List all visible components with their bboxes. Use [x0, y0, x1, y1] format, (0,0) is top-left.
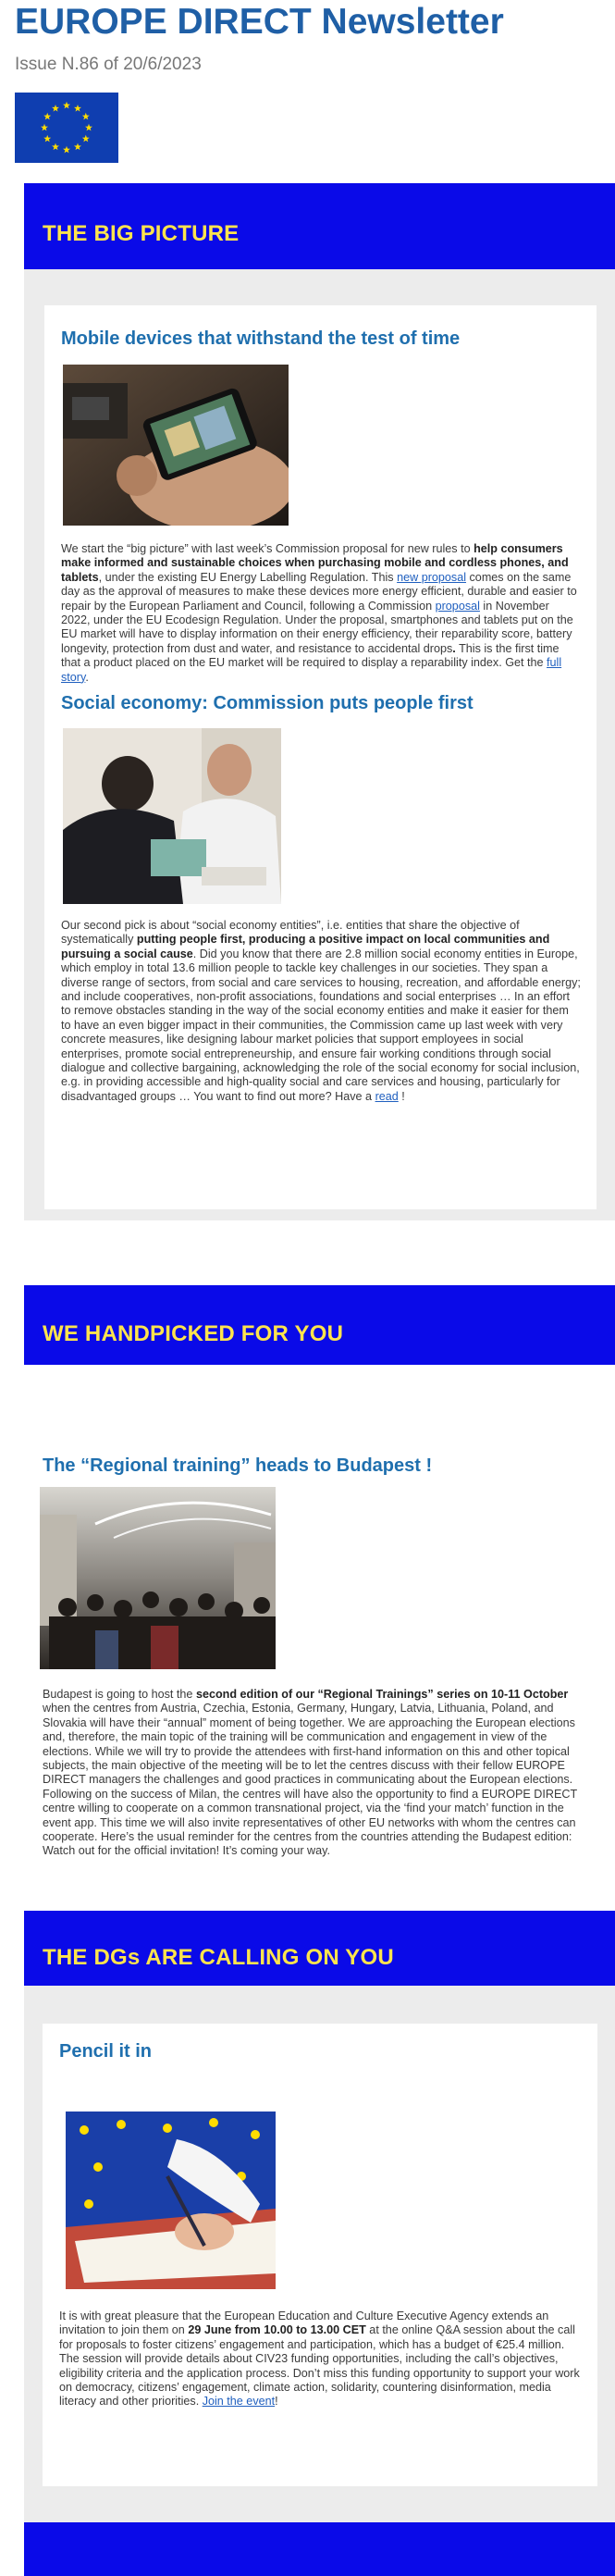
text-bold: 29 June from 10.00 to 13.00 CET [188, 2323, 366, 2337]
issue-date: Issue N.86 of 20/6/2023 [15, 55, 202, 74]
text-bold: second edition of our “Regional Trainings” series on 10-11 October [195, 1688, 569, 1701]
section-banner-next [24, 2522, 615, 2576]
text-span: when the centres from Austria, Czechia, Estonia, Germany, Hungary, Latvia, Lithuania, Poland, and Slovakia will have their “annual” moment of being together. We are approaching the European elections and, therefore, the main topic of the training will be communication and engagement in view of the elections. While we will try to provide the attendees with first-hand information on this and other topical subjects, the main objective of the meeting will be to let the centres discuss with their fellow EUROPE DIRECT managers the challenges and good practices in communicating about the European elections. Following on the success of Milan, the centres will have also the opportunity to find a EUROPE DIRECT centre willing to cooperate on a common transnational project, via the ‘find your match’ function in the event app. This time we will also invite representatives of other EU networks with whom the centres can cooperate. Here’s the usual reminder for the centres from the countries attending the Budapest edition: Watch out for the official invitation! It’s coming your way. [43, 1702, 577, 1858]
article-body [61, 542, 581, 685]
text-bold: help consumers make informed and sustainable choices when purchasing mobile and cordless phones, and tablets [61, 542, 569, 584]
text-span: ! [398, 1089, 405, 1103]
article-photo-social-economy [63, 728, 281, 904]
text-span: It is with great pleasure that the European Education and Culture Executive Agency extends an invitation to join them on [59, 2310, 549, 2337]
text-bold: . [452, 641, 456, 655]
proposal-link[interactable]: proposal [435, 599, 480, 613]
article-title: Social economy: Commission puts people first [61, 693, 474, 713]
section-title: THE BIG PICTURE [43, 221, 240, 246]
article-photo-phone-filming [63, 365, 289, 526]
text-span: Our second pick is about “social economy entities”, i.e. entities that share the objective of systematically [61, 919, 520, 947]
text-span: . [85, 670, 89, 684]
article-body [43, 1688, 593, 1859]
section-title: WE HANDPICKED FOR YOU [43, 1321, 344, 1346]
eu-stars-icon [15, 93, 118, 163]
section-banner-big-picture [24, 183, 615, 269]
section-banner-dgs [24, 1911, 615, 1986]
article-card [44, 305, 597, 1209]
newsletter-title: EUROPE DIRECT Newsletter [15, 2, 504, 42]
text-span: . Did you know that there are 2.8 million social economy entities in Europe, which employ in total 13.6 million people to tackle key challenges in our societies. They span a diverse range of sectors, from social and care services to housing, recreation, and affordable energy; and include cooperatives, non-profit associations, foundations and social enterprises … In an effort to remove obstacles standing in the way of the social economy entities and make it easier for them to have an even bigger impact in their communities, the Commission came up last week with very concrete measures, like designing labour market policies that support employees in social enterprises, promote social entrepreneurship, and ensure fair working conditions through social dialogue and collective bargaining, acknowledging the role of the social economy for social inclusion, e.g. in providing accessible and high-quality social and care services and housing, particularly for disadvantaged groups … You want to find out more? Have a [61, 947, 581, 1103]
text-span: ! [275, 2395, 278, 2409]
section-banner-handpicked [24, 1285, 615, 1365]
text-span: in November 2022, under the EU Ecodesign Regulation. Under the proposal, smartphones and tablets put on the EU market will have to display information on their energy efficiency, their reparability score, battery longevity, protection from dust and water, and resistance to accidental drops [61, 599, 573, 655]
article-card [43, 2024, 597, 2486]
masthead [15, 0, 607, 76]
join-event-link[interactable]: Join the event [202, 2395, 276, 2409]
article-body [61, 919, 581, 1104]
text-span: Budapest is going to host the [43, 1688, 196, 1701]
text-span: , under the existing EU Energy Labelling Regulation. This [98, 570, 398, 584]
text-bold: putting people first, producing a positive impact on local communities and pursuing a social cause [61, 933, 550, 960]
eu-flag-logo [15, 93, 118, 163]
text-span: This is the first time that a product placed on the EU market will be required to display a reparability index. Get the [61, 641, 560, 670]
section-title: THE DGs ARE CALLING ON YOU [43, 1945, 394, 1970]
article-body [59, 2310, 583, 2409]
article-title: The “Regional training” heads to Budapest ! [43, 1455, 433, 1476]
article-photo-signing [66, 2112, 276, 2289]
article-title: Mobile devices that withstand the test of time [61, 328, 461, 349]
text-span: comes on the same day as the approval of measures to make these devices more energy efficient, durable and easier to repair by the European Parliament and Council, following a Commission [61, 570, 577, 613]
read-link[interactable]: read [375, 1089, 399, 1103]
text-span: at the online Q&A session about the call for proposals to foster citizens’ engagement and participation, which has a budget of €25.4 million. The session will provide details about CIV23 funding opportunities, including the call’s objectives, eligibility criteria and the application process. Don’t miss this funding opportunity to support your work on democracy, citizens’ engagement, climate action, solidarity, countering disinformation, media literacy and other priorities. [59, 2323, 580, 2409]
article-title: Pencil it in [59, 2041, 153, 2062]
new-proposal-link[interactable]: new proposal [397, 570, 467, 584]
full-story-link[interactable]: full story [61, 656, 562, 684]
article-photo-regional-training [40, 1487, 276, 1669]
text-span: We start the “big picture” with last week’s Commission proposal for new rules to [61, 542, 474, 555]
